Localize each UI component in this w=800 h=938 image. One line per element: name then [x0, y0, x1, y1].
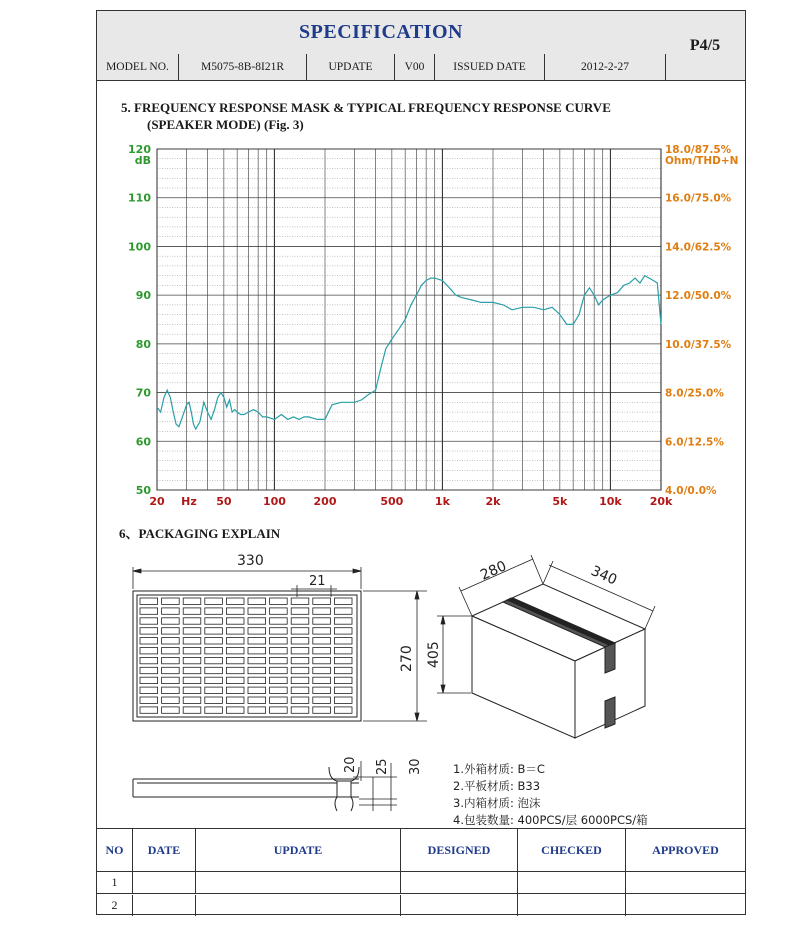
tray-cell	[313, 638, 331, 644]
tray-cell	[248, 598, 266, 604]
tray-cell	[205, 608, 223, 614]
tray-cell	[248, 687, 266, 693]
tray-cell	[205, 707, 223, 713]
right-tick-label: 4.0/0.0%	[665, 485, 717, 497]
dim-340-label: 340	[588, 563, 620, 589]
tray-cell	[291, 707, 309, 713]
tray-cell	[183, 707, 201, 713]
tray-cell	[162, 687, 180, 693]
tray-cell	[183, 618, 201, 624]
col-checked: CHECKED	[518, 829, 626, 871]
tray-cell	[205, 657, 223, 663]
frequency-response-chart	[97, 131, 745, 511]
y-tick-label: 50	[135, 484, 151, 497]
tray-cell	[313, 608, 331, 614]
tray-cell	[140, 657, 158, 663]
tray-cell	[140, 628, 158, 634]
tray-cell	[140, 667, 158, 673]
x-tick-label: 20	[149, 495, 165, 508]
tray-cell	[140, 638, 158, 644]
spec-header	[97, 11, 745, 80]
tray-cell	[270, 667, 288, 673]
row-date	[133, 895, 196, 916]
tray-side-view	[133, 767, 359, 811]
issued-value: 2012-2-27	[581, 61, 629, 73]
y-tick-label: 80	[135, 337, 151, 351]
tray-cell	[183, 648, 201, 654]
tray-cell	[313, 648, 331, 654]
tray-cell	[140, 677, 158, 683]
dim-280-label: 280	[478, 558, 510, 584]
x-tick-label: 100	[262, 495, 286, 508]
tray-cell	[226, 598, 244, 604]
row-update	[196, 872, 401, 893]
tray-cell	[291, 618, 309, 624]
dim-330-label: 330	[237, 553, 264, 569]
tray-cell	[270, 687, 288, 693]
tray-cell	[183, 657, 201, 663]
tray-cell	[162, 697, 180, 703]
row-update	[196, 895, 401, 916]
tray-cell	[334, 598, 352, 604]
x-tick-label: 10k	[599, 495, 622, 508]
tray-cell	[334, 618, 352, 624]
note-1: 1.外箱材质: B＝C	[453, 762, 545, 776]
issued-label: ISSUED DATE	[435, 54, 545, 80]
carton-drawing	[472, 584, 645, 738]
tray-cell	[334, 628, 352, 634]
y-tick-label: 100	[128, 240, 151, 254]
col-date: DATE	[133, 829, 196, 871]
x-tick-label: 20k	[649, 495, 673, 508]
packaging-notes	[453, 761, 648, 829]
note-4: 4.包装数量: 400PCS/层 6000PCS/箱	[453, 813, 648, 827]
tray-cell	[226, 657, 244, 663]
section6-title: 6、PACKAGING EXPLAIN	[119, 526, 281, 541]
tray-cell	[313, 677, 331, 683]
x-tick-label: 5k	[552, 495, 568, 508]
tray-cell	[248, 657, 266, 663]
tray-cell	[270, 598, 288, 604]
tray-cell	[183, 687, 201, 693]
right-tick-label: 12.0/50.0%	[665, 290, 732, 303]
title-cell	[97, 11, 666, 55]
tray-cell	[270, 618, 288, 624]
dim-270	[363, 591, 427, 721]
tray-cell	[334, 697, 352, 703]
tray-cell	[248, 697, 266, 703]
tray-top-view	[133, 591, 361, 721]
dim-21-label: 21	[309, 574, 326, 589]
tray-cell	[205, 598, 223, 604]
tray-cell	[183, 638, 201, 644]
dim-30-label: 30	[408, 758, 423, 775]
tray-cell	[183, 628, 201, 634]
tray-cell	[248, 667, 266, 673]
tray-cell	[140, 598, 158, 604]
tray-cell	[291, 628, 309, 634]
tray-cell	[183, 598, 201, 604]
tray-cell	[226, 648, 244, 654]
tray-cell	[248, 707, 266, 713]
tray-cell	[313, 687, 331, 693]
dim-20-label: 20	[343, 756, 358, 773]
model-label: MODEL NO.	[97, 54, 179, 80]
right-tick-label: 10.0/37.5%	[665, 338, 732, 351]
chart-grid	[157, 149, 661, 490]
tray-cell	[226, 707, 244, 713]
x-tick-label: 2k	[485, 495, 501, 508]
tray-cell	[140, 707, 158, 713]
model-value: M5075-8B-8I21R	[179, 54, 307, 80]
tray-cell	[226, 667, 244, 673]
tray-cell	[334, 648, 352, 654]
dim-25-label: 25	[375, 758, 390, 775]
tray-cell	[205, 618, 223, 624]
right-tick-label: 6.0/12.5%	[665, 436, 724, 449]
tray-cell	[205, 628, 223, 634]
tray-cell	[313, 667, 331, 673]
tray-cell	[140, 687, 158, 693]
note-3: 3.内箱材质: 泡沫	[453, 796, 541, 810]
tray-cell	[140, 648, 158, 654]
dim-405-label: 405	[426, 641, 442, 668]
tray-cell	[334, 707, 352, 713]
tray-cell	[334, 608, 352, 614]
tray-cell	[291, 648, 309, 654]
tray-cell	[162, 608, 180, 614]
tray-cell	[270, 657, 288, 663]
tray-cell	[270, 608, 288, 614]
y-tick-label: 60	[135, 435, 151, 449]
x-tick-label: 50	[216, 495, 232, 508]
tray-cell	[334, 657, 352, 663]
tray-cell	[205, 648, 223, 654]
tray-cell	[205, 677, 223, 683]
x-tick-label: 200	[313, 495, 337, 508]
dim-330	[133, 567, 361, 589]
chart-right-ticks	[665, 144, 738, 497]
tray-cell	[162, 667, 180, 673]
tray-cell	[226, 628, 244, 634]
info-row	[97, 54, 666, 81]
tray-cell	[291, 598, 309, 604]
tray-cell	[205, 697, 223, 703]
tray-cell	[140, 697, 158, 703]
packaging-drawing	[97, 541, 745, 826]
tray-cell	[313, 697, 331, 703]
tray-cell	[162, 657, 180, 663]
chart-x-ticks	[149, 495, 673, 508]
revision-header-row	[97, 829, 745, 872]
tray-cell	[291, 608, 309, 614]
tray-cells	[140, 598, 352, 713]
chart-y-ticks	[128, 143, 151, 497]
section5-title-line2: (SPEAKER MODE) (Fig. 3)	[147, 117, 304, 132]
document-title: SPECIFICATION	[299, 21, 463, 43]
tray-cell	[291, 697, 309, 703]
plot-frame	[157, 149, 661, 490]
tray-cell	[248, 677, 266, 683]
tray-cell	[270, 648, 288, 654]
tray-cell	[248, 618, 266, 624]
tray-cell	[162, 598, 180, 604]
tray-cell	[313, 598, 331, 604]
tray-cell	[140, 608, 158, 614]
tray-cell	[313, 657, 331, 663]
checked-sign-cell	[518, 872, 626, 916]
tray-cell	[226, 697, 244, 703]
tray-cell	[183, 697, 201, 703]
tray-cell	[270, 677, 288, 683]
tray-cell	[248, 638, 266, 644]
tray-cell	[162, 707, 180, 713]
tray-cell	[226, 618, 244, 624]
right-tick-label: 18.0/87.5%	[665, 144, 732, 156]
y-tick-label: 120	[128, 143, 151, 156]
tray-cell	[270, 697, 288, 703]
row-no: 2	[97, 895, 133, 916]
dim-270-label: 270	[399, 645, 415, 672]
tray-cell	[334, 687, 352, 693]
tray-cell	[291, 687, 309, 693]
update-value: V00	[395, 54, 435, 80]
tray-cell	[162, 677, 180, 683]
tray-cell	[313, 707, 331, 713]
right-tick-label: 14.0/62.5%	[665, 241, 732, 254]
tray-cell	[291, 667, 309, 673]
tray-cell	[226, 677, 244, 683]
tray-cell	[270, 628, 288, 634]
tray-cell	[162, 638, 180, 644]
section5-title-line1: 5. FREQUENCY RESPONSE MASK & TYPICAL FREQUENCY RESPONSE CURVE	[121, 100, 611, 115]
tray-cell	[226, 638, 244, 644]
x-tick-label: 500	[380, 495, 404, 508]
col-designed: DESIGNED	[401, 829, 518, 871]
dim-405	[437, 616, 471, 693]
tray-cell	[291, 657, 309, 663]
designed-sign-cell	[401, 872, 518, 916]
x-tick-label: 1k	[434, 495, 450, 508]
col-update: UPDATE	[196, 829, 401, 871]
tray-cell	[140, 618, 158, 624]
tray-cell	[205, 638, 223, 644]
right-tick-label: 16.0/75.0%	[665, 192, 732, 205]
tray-cell	[270, 707, 288, 713]
tray-cell	[334, 638, 352, 644]
tray-cell	[183, 677, 201, 683]
tray-cell	[270, 638, 288, 644]
tray-cell	[183, 608, 201, 614]
y-tick-label: 110	[128, 191, 151, 205]
update-label: UPDATE	[307, 54, 395, 80]
tray-cell	[313, 628, 331, 634]
tray-cell	[248, 628, 266, 634]
tray-cell	[162, 628, 180, 634]
revision-table	[97, 828, 745, 912]
tray-cell	[205, 687, 223, 693]
col-approved: APPROVED	[652, 842, 719, 857]
note-2: 2.平板材质: B33	[453, 779, 541, 793]
spec-page	[96, 10, 746, 915]
chart-series	[157, 276, 661, 429]
tray-cell	[248, 608, 266, 614]
tray-cell	[334, 667, 352, 673]
y-tick-label: 90	[135, 289, 151, 303]
right-tick-label: 8.0/25.0%	[665, 387, 724, 400]
right-unit-label: Ohm/THD+N	[665, 155, 739, 167]
page-number: P4/5	[665, 11, 745, 81]
tray-cell	[205, 667, 223, 673]
tray-cell	[291, 638, 309, 644]
y-tick-label: 70	[135, 386, 151, 400]
tray-cell	[248, 648, 266, 654]
row-no: 1	[97, 872, 133, 893]
y-unit-label: dB	[134, 154, 151, 167]
tray-cell	[291, 677, 309, 683]
tray-cell	[226, 687, 244, 693]
tray-cell	[183, 667, 201, 673]
tray-cell	[162, 618, 180, 624]
x-tick-label: Hz	[181, 495, 197, 508]
col-no: NO	[97, 829, 133, 871]
frequency-response-line	[157, 276, 661, 429]
tray-cell	[313, 618, 331, 624]
row-date	[133, 872, 196, 893]
tray-cell	[334, 677, 352, 683]
tray-cell	[226, 608, 244, 614]
tray-cell	[162, 648, 180, 654]
